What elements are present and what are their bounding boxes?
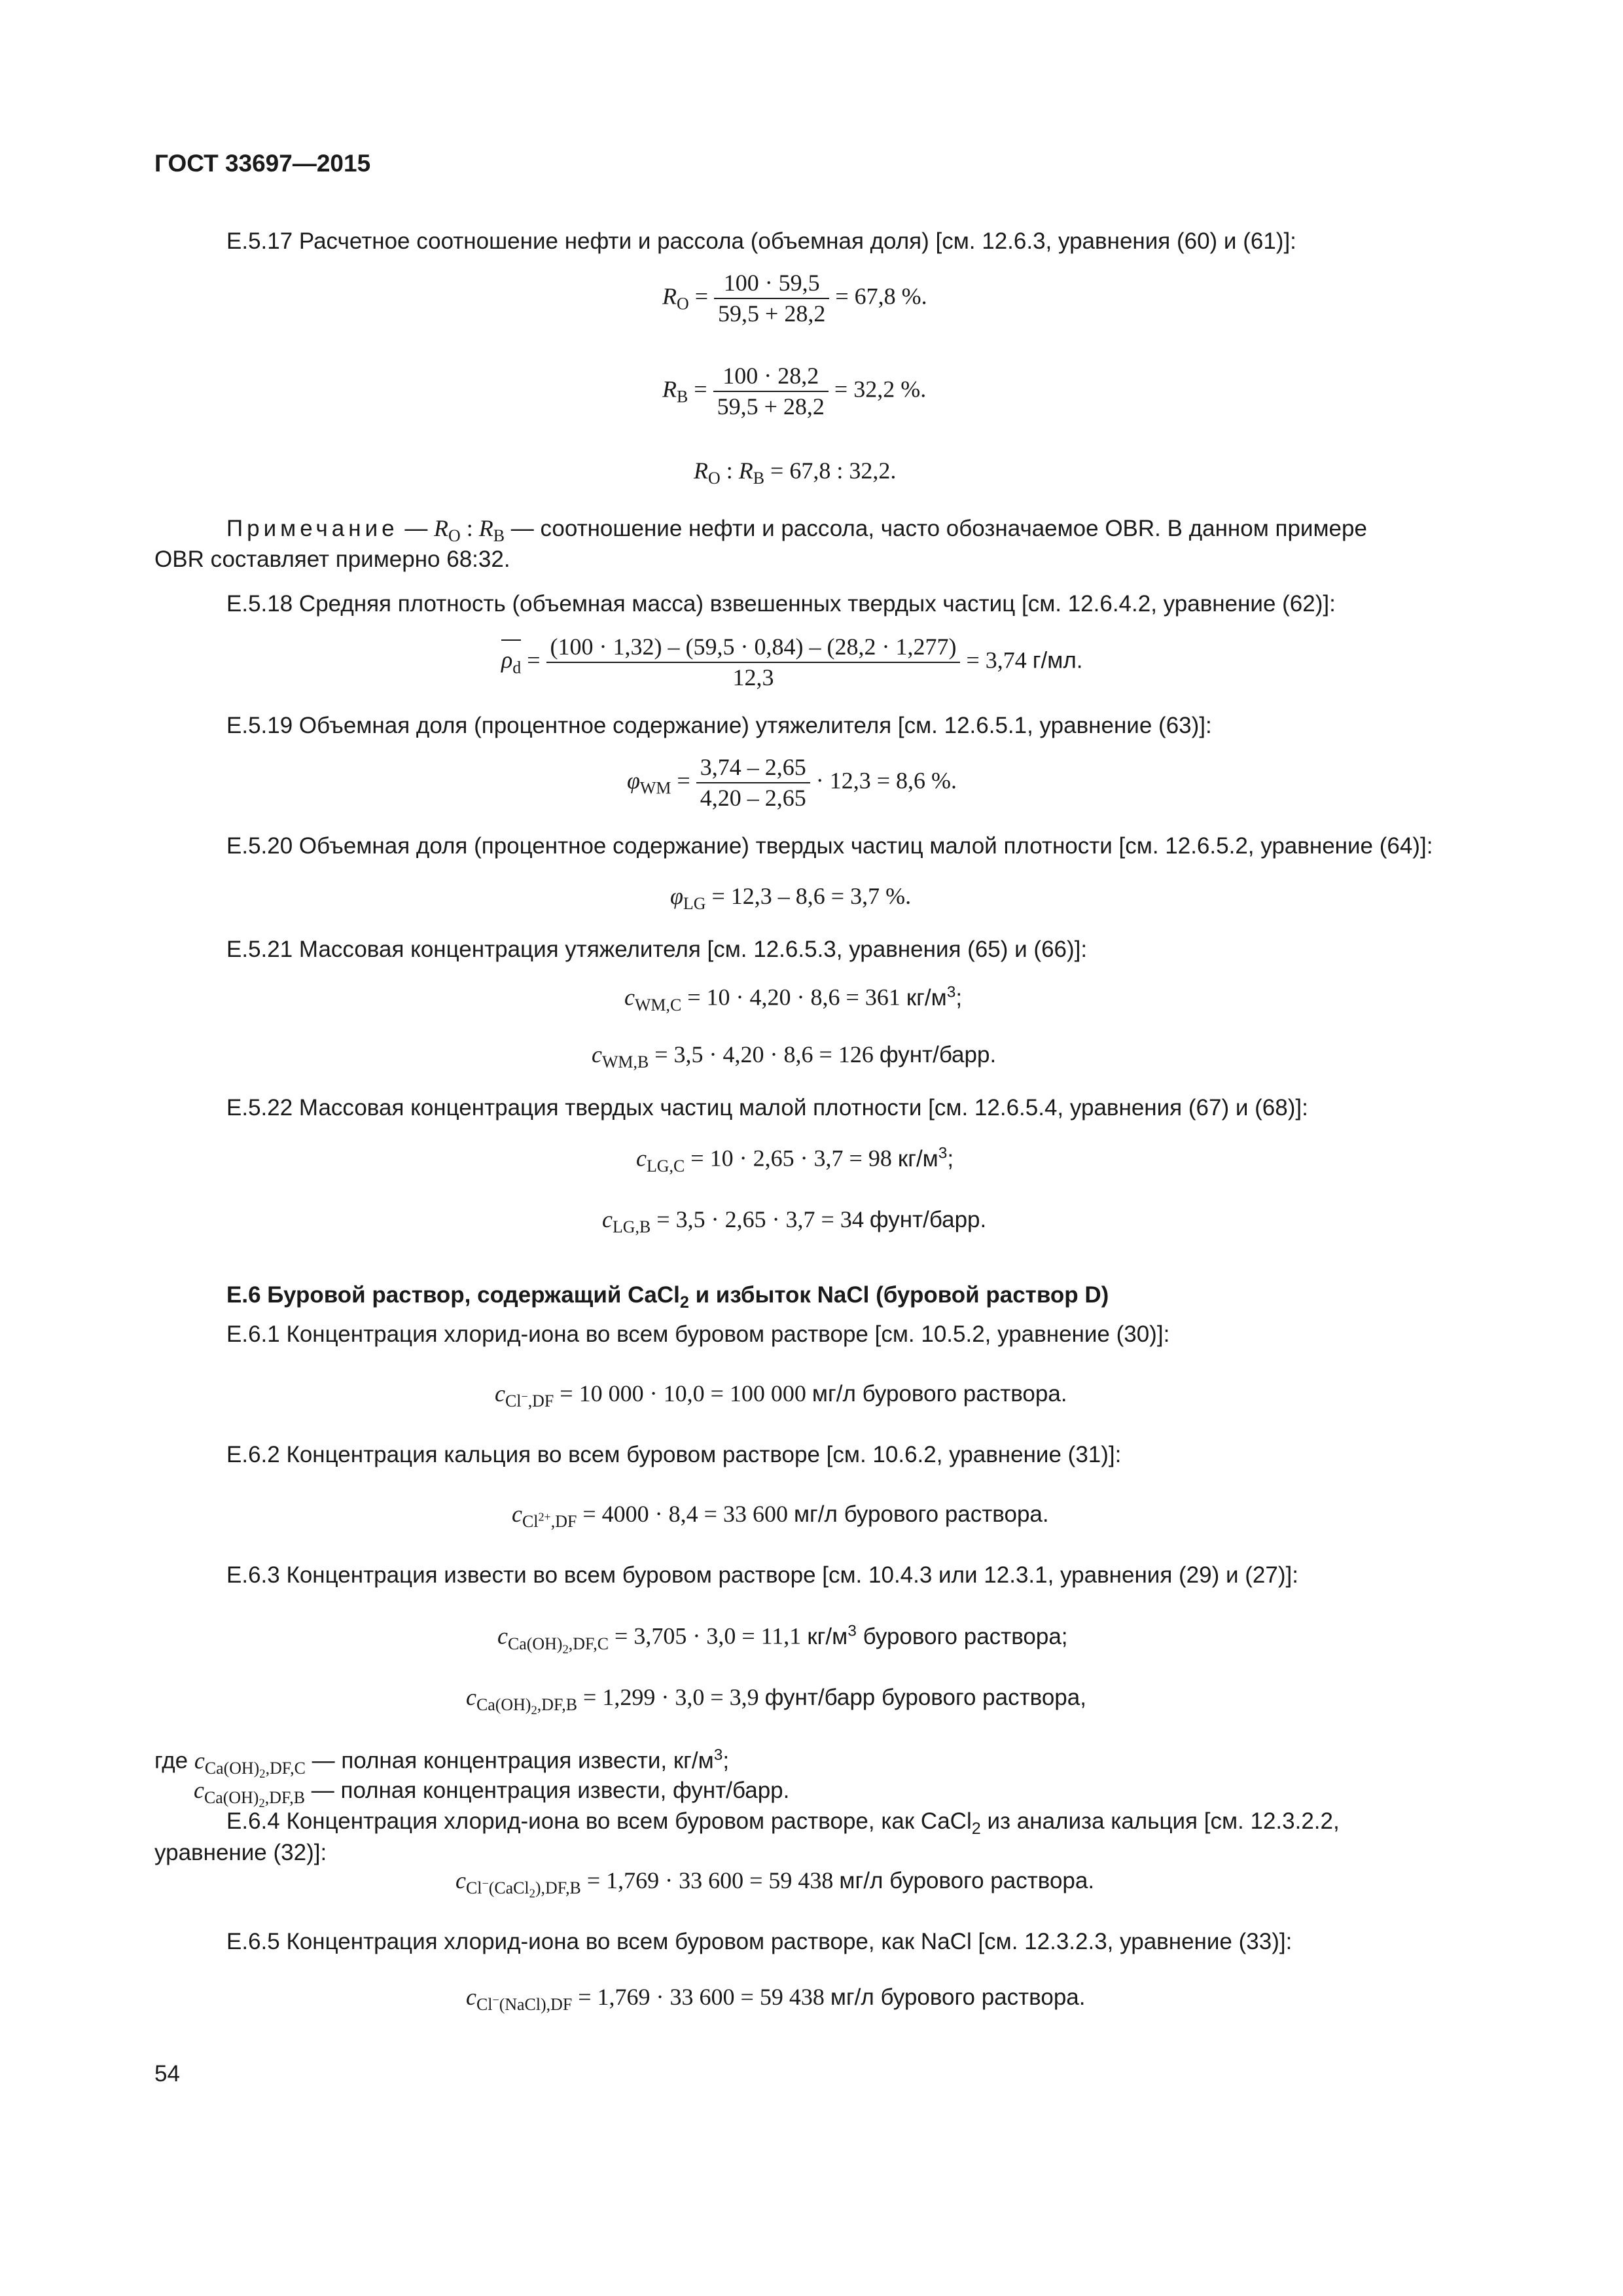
formula-rho: $\rho_d$ = $\frac{(100 \cdot 1,32) - (59,5 \cdot 0,84) - (28,2 \cdot 1,277)}{12,3}$ = 3,74 г/мл. <box>501 632 1082 692</box>
definition-lime-b-text: — полная концентрация извести, фунт/барр. <box>311 1778 790 1803</box>
where-label: где <box>154 1748 188 1774</box>
rho-result: = 3,74 <box>966 647 1027 673</box>
definition-lime-c: где $c_{Ca(OH)_2,DF,C}$ — полная концентрация извести, $кг/м^3$; <box>154 1746 730 1782</box>
clause-e5-17: Е.5.17 Расчетное соотношение нефти и рассола (объемная доля) [см. 12.6.3, уравнения (60) и (61)]: <box>226 228 1296 254</box>
ratio-result: = 67,8 : 32,2. <box>770 457 897 484</box>
rb-result: = 32,2 %. <box>834 376 927 403</box>
ro-denominator: 59,5 + 28,2 <box>718 300 826 327</box>
clause-e6-3: Е.6.3 Концентрация извести во всем буровом растворе [см. 10.4.3 или 12.3.1, уравнения (29) и (27)]: <box>226 1562 1298 1588</box>
clause-e6-4-text-end: из анализа кальция [см. 12.3.2.2, <box>987 1808 1340 1834</box>
page-number: 54 <box>154 2061 180 2087</box>
phi-wm-result: · 12,3 = 8,6 %. <box>815 767 957 794</box>
phi-lg-result: = 12,3 – 8,6 = 3,7 %. <box>711 883 912 909</box>
c-lime-c-unit: кг/м <box>807 1623 848 1649</box>
formula-c-cl-cacl2: $c_{Cl^-(CaCl_2),DF,B} = 1,769 \cdot 33$ 600 = 59 438 мг/л бурового раствора. <box>455 1867 1095 1901</box>
rb-numerator: 100 · 28,2 <box>713 361 829 392</box>
c-lime-b-value: = 1,299 · 3,0 = 3,9 <box>583 1684 759 1710</box>
clause-e5-20: Е.5.20 Объемная доля (процентное содержание) твердых частиц малой плотности [см. 12.6.5.2, уравнение (64)]: <box>226 833 1433 859</box>
c-cl-df-unit: мг/л бурового раствора. <box>812 1381 1067 1407</box>
formula-ro: $R_O$ = $\frac{100 \cdot 59,5}{59,5 + 28,2}$ = 67,8 %. <box>662 268 927 329</box>
c-ca-df-unit: мг/л бурового раствора. <box>793 1501 1049 1527</box>
formula-ratio: $R_O$ : $R_B = 67,8$ : 32,2. <box>694 457 897 488</box>
definition-lime-c-text: — полная концентрация извести, кг/м <box>312 1748 714 1774</box>
formula-rb: $R_B$ = $\frac{100 \cdot 28,2}{59,5 + 28,2}$ = 32,2 %. <box>662 361 926 422</box>
phi-wm-denominator: 4,20 – 2,65 <box>700 785 806 811</box>
note-line-1: Примечание — $R_O$ : $R_B$ — соотношение нефти и рассола, часто обозначаемое OBR. В данном примере <box>226 515 1367 546</box>
clause-e6-1: Е.6.1 Концентрация хлорид-иона во всем буровом растворе [см. 10.5.2, уравнение (30)]: <box>226 1321 1170 1347</box>
formula-c-wm-b: $c_{WM,B} = 3,5 \cdot 4,20 \cdot 8,6 = 126$ фунт/барр. <box>592 1041 997 1072</box>
formula-c-cl-nacl: $c_{Cl^-(NaCl),DF} = 1,769 \cdot 33$ 600 = 59 438 мг/л бурового раствора. <box>466 1984 1086 2015</box>
c-cl-df-value: = 10 000 · 10,0 = 100 000 <box>560 1380 806 1407</box>
c-ca-df-value: = 4000 · 8,4 = 33 600 <box>582 1501 788 1527</box>
clause-e5-21: Е.5.21 Массовая концентрация утяжелителя [см. 12.6.5.3, уравнения (65) и (66)]: <box>226 937 1088 962</box>
clause-e6-2: Е.6.2 Концентрация кальция во всем буровом растворе [см. 10.6.2, уравнение (31)]: <box>226 1442 1122 1467</box>
c-cl-cacl2-unit: мг/л бурового раствора. <box>839 1868 1095 1893</box>
document-header: ГОСТ 33697—2015 <box>154 150 371 177</box>
rb-denominator: 59,5 + 28,2 <box>717 393 825 420</box>
formula-phi-wm: $\varphi_{WM}$ = $\frac{3,74 - 2,65}{4,20 - 2,65}$ · 12,3 = 8,6 %. <box>627 753 957 813</box>
clause-e5-19: Е.5.19 Объемная доля (процентное содержание) утяжелителя [см. 12.6.5.1, уравнение (63)]: <box>226 713 1212 738</box>
note-line-2: OBR составляет примерно 68:32. <box>154 547 510 572</box>
phi-wm-numerator: 3,74 – 2,65 <box>696 753 810 783</box>
c-cl-cacl2-value: = 1,769 · 33 600 = 59 438 <box>586 1867 834 1893</box>
c-lg-c-value: = 10 · 2,65 · 3,7 = 98 <box>690 1145 892 1172</box>
note-label: Примечание <box>226 516 399 541</box>
c-wm-b-unit: фунт/барр. <box>879 1042 997 1067</box>
clause-e5-22: Е.5.22 Массовая концентрация твердых частиц малой плотности [см. 12.6.5.4, уравнения (67) и (68)]: <box>226 1095 1308 1121</box>
rho-denominator: 12,3 <box>732 664 774 691</box>
clause-e5-18: Е.5.18 Средняя плотность (объемная масса) взвешенных твердых частиц [см. 12.6.4.2, уравнение (62)]: <box>226 591 1336 617</box>
clause-e6-4-line-2: уравнение (32)]: <box>154 1840 327 1865</box>
formula-c-lime-c: $c_{Ca(OH)_2,DF,C} = 3,705 \cdot 3,0 = 11,1$ $кг/м^3$ бурового раствора; <box>497 1622 1068 1657</box>
clause-e6-5: Е.6.5 Концентрация хлорид-иона во всем буровом растворе, как NaCl [см. 12.3.2.3, уравнение (33)]: <box>226 1929 1293 1954</box>
c-cl-nacl-value: = 1,769 · 33 600 = 59 438 <box>578 1984 825 2010</box>
clause-e6-4: Е.6.4 Концентрация хлорид-иона во всем буровом растворе, как CaCl$_2$ из анализа кальция [см. 12.3.2.2, <box>226 1808 1340 1838</box>
c-lg-c-unit: кг/м <box>897 1145 938 1172</box>
section-heading-e6: Е.6 Буровой раствор, содержащий CaCl$_2$ и избыток NaCl (буровой раствор D) <box>226 1282 1109 1312</box>
rho-numerator: (100 · 1,32) – (59,5 · 0,84) – (28,2 · 1,277) <box>546 632 961 663</box>
e6-heading-text-end: и избыток NaCl (буровой раствор D) <box>688 1282 1109 1308</box>
clause-e6-4-text: Е.6.4 Концентрация хлорид-иона во всем буровом растворе, как CaCl <box>226 1808 972 1834</box>
c-wm-b-value: = 3,5 · 4,20 · 8,6 = 126 <box>654 1041 874 1067</box>
formula-c-wm-c: $c_{WM,C} = 10 \cdot 4,20 \cdot 8,6 = 361$ $кг/м^3$; <box>624 983 963 1014</box>
c-cl-nacl-unit: мг/л бурового раствора. <box>830 1984 1086 2010</box>
e6-heading-text: Е.6 Буровой раствор, содержащий CaCl <box>226 1282 680 1308</box>
c-wm-c-value: = 10 · 4,20 · 8,6 = 361 <box>687 984 901 1011</box>
formula-c-lg-b: $c_{LG,B} = 3,5 \cdot 2,65 \cdot 3,7 = 34$ фунт/барр. <box>602 1206 987 1237</box>
definition-lime-b: $c_{Ca(OH)_2,DF,B}$ — полная концентрация извести, фунт/барр. <box>194 1777 790 1811</box>
formula-c-lime-b: $c_{Ca(OH)_2,DF,B} = 1,299 \cdot 3,0 = 3,9$ фунт/барр бурового раствора, <box>466 1684 1086 1718</box>
c-lime-c-value: = 3,705 · 3,0 = 11,1 <box>615 1623 802 1649</box>
c-lg-b-unit: фунт/барр. <box>869 1207 987 1232</box>
formula-phi-lg: $\varphi_{LG} = 12,3 - 8,6 = 3,7$ %. <box>670 883 912 914</box>
c-lg-b-value: = 3,5 · 2,65 · 3,7 = 34 <box>656 1206 864 1232</box>
formula-c-lg-c: $c_{LG,C} = 10 \cdot 2,65 \cdot 3,7 = 98$ $кг/м^3$; <box>636 1144 954 1175</box>
formula-c-cl-df: $c_{Cl^-,DF} = 10$ 000 · 10,0 = 100 000 мг/л бурового раствора. <box>495 1380 1067 1411</box>
formula-c-ca-df: $c_{Cl^{2+},DF} = 4000 \cdot 8,4 = 33$ 600 мг/л бурового раствора. <box>512 1501 1049 1532</box>
c-lime-b-unit: фунт/барр бурового раствора, <box>764 1685 1086 1710</box>
ro-result: = 67,8 %. <box>835 283 927 310</box>
rho-unit: г/мл. <box>1032 647 1083 673</box>
note-text: — соотношение нефти и рассола, часто обозначаемое OBR. В данном примере <box>510 516 1367 541</box>
c-wm-c-unit: кг/м <box>906 984 947 1011</box>
ro-numerator: 100 · 59,5 <box>714 268 829 299</box>
c-lime-c-unit-tail: бурового раствора; <box>863 1623 1068 1649</box>
